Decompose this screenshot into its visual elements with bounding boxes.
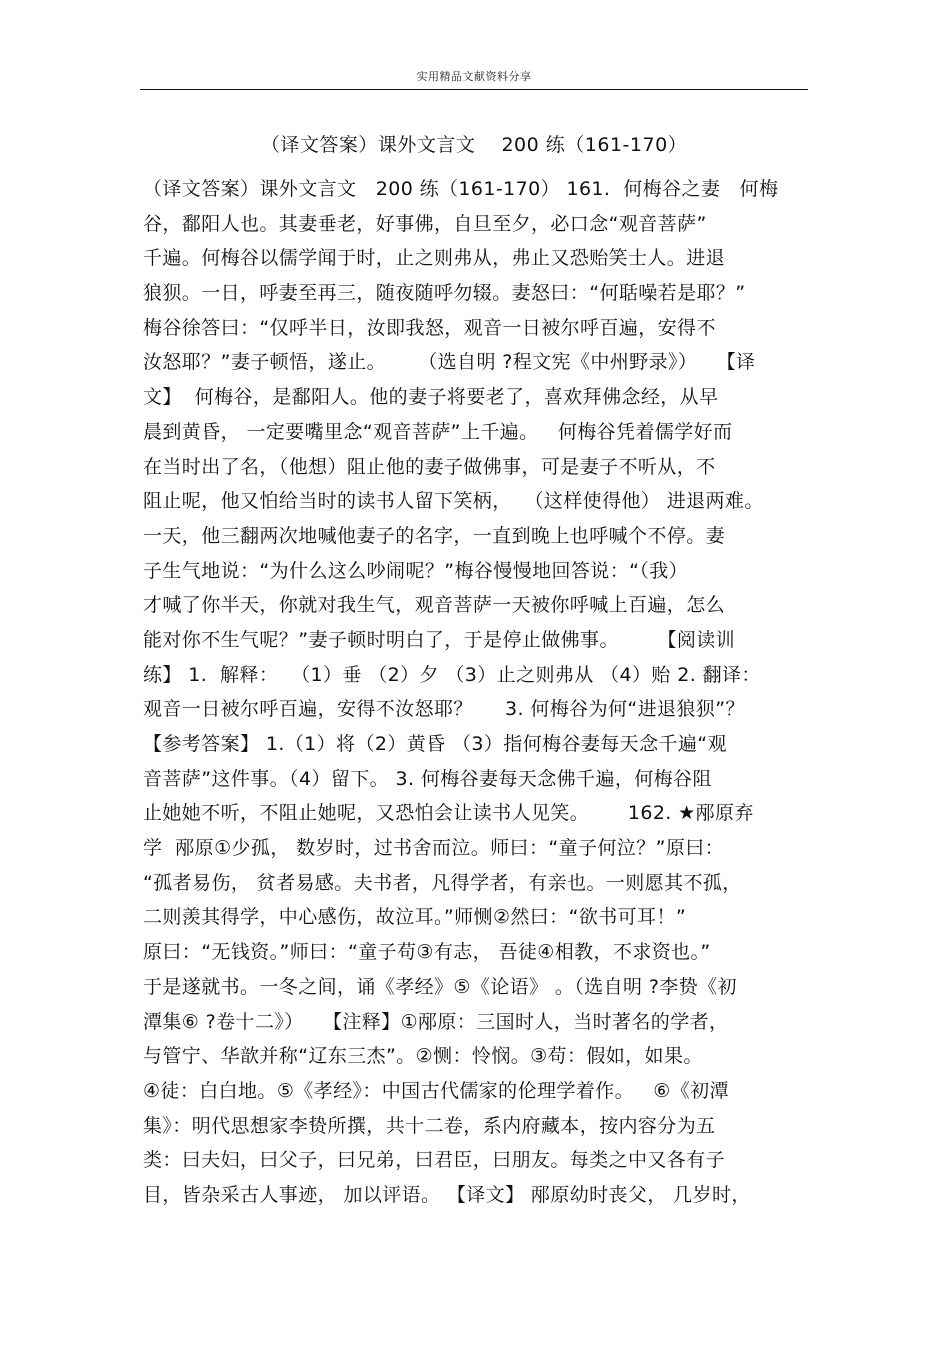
- body-line: 学 邴原①少孤， 数岁时，过书舍而泣。师曰：“童子何泣？”原曰：: [143, 837, 725, 860]
- body-line: 在当时出了名，（他想）阻止他的妻子做佛事，可是妻子不听从，不: [143, 455, 716, 478]
- body-line: 音菩萨”这件事。（4）留下。 3. 何梅谷妻每天念佛千遍，何梅谷阻: [143, 767, 712, 790]
- body-line: ④徒：白白地。⑤《孝经》：中国古代儒家的伦理学着作。 ⑥《初潭: [143, 1079, 729, 1102]
- body-line: （译文答案）课外文言文 200 练（161-170） 161. 何梅谷之妻 何梅: [143, 178, 779, 200]
- document-body: [143, 172, 815, 1213]
- body-line: 谷，鄱阳人也。其妻垂老，好事佛，自旦至夕，必口念“观音菩萨”: [143, 212, 707, 235]
- body-line: “孤者易伤， 贫者易感。夫书者，凡得学者，有亲也。一则愿其不孤，: [143, 871, 742, 894]
- body-line: 观音一日被尔呼百遍，安得不汝怒耶？ 3. 何梅谷为何“进退狼狈”？: [143, 698, 745, 721]
- body-line: 二则羡其得学，中心感伤，故泣耳。”师恻②然曰：“欲书可耳！”: [143, 906, 687, 929]
- body-line: 文】 何梅谷，是鄱阳人。他的妻子将要老了，喜欢拜佛念经，从早: [143, 386, 719, 409]
- body-line: 原曰：“无钱资。”师曰：“童子苟③有志， 吾徒④相教，不求资也。”: [143, 941, 711, 964]
- body-line: 止她她不听，不阻止她呢，又恐怕会让读书人见笑。 162. ★邴原弃: [143, 802, 754, 825]
- body-line: 梅谷徐答曰：“仅呼半日，汝即我怒，观音一日被尔呼百遍，安得不: [143, 316, 716, 339]
- body-line: 子生气地说：“为什么这么吵闹呢？”梅谷慢慢地回答说：“（我）: [143, 559, 689, 582]
- body-line: 与管宁、华歆并称“辽东三杰”。②恻：怜悯。③苟：假如，如果。: [143, 1045, 703, 1068]
- body-line: 类：曰夫妇，曰父子，曰兄弟，曰君臣，曰朋友。每类之中又各有子: [143, 1149, 726, 1172]
- body-line: 潭集⑥ ?卷十二》） 【注释】①邴原：三国时人，当时著名的学者，: [143, 1010, 729, 1033]
- body-line: 【参考答案】 1.（1）将（2）黄昏 （3）指何梅谷妻每天念千遍“观: [143, 733, 727, 755]
- body-line: 千遍。何梅谷以儒学闻于时，止之则弗从，弗止又恐贻笑士人。进退: [143, 247, 726, 270]
- body-line: 集》：明代思想家李贽所撰，共十二卷，系内府藏本，按内容分为五: [143, 1114, 716, 1137]
- body-line: 汝怒耶？”妻子顿悟，遂止。 （选自明 ?程文宪《中州野录》） 【译: [143, 351, 756, 374]
- body-line: 练】 1. 解释： （1）垂 （2）夕 （3）止之则弗从 （4）贻 2. 翻译：: [143, 663, 761, 686]
- body-line: 一天，他三翻两次地喊他妻子的名字，一直到晚上也呼喊个不停。妻: [143, 524, 726, 547]
- document-title: （译文答案）课外文言文 200 练（161-170）: [260, 134, 688, 156]
- body-line: 目，皆杂采古人事迹， 加以评语。 【译文】 邴原幼时丧父， 几岁时，: [143, 1183, 751, 1206]
- body-line: 才喊了你半天，你就对我生气，观音菩萨一天被你呼喊上百遍，怎么: [143, 594, 726, 617]
- body-line: 能对你不生气呢？”妻子顿时明白了，于是停止做佛事。 【阅读训: [143, 628, 736, 651]
- page-header: 实用精品文献资料分享: [416, 70, 532, 83]
- body-line: 晨到黄昏， 一定要嘴里念“观音菩萨”上千遍。 何梅谷凭着儒学好而: [143, 420, 733, 443]
- header-divider: [140, 89, 808, 90]
- body-line: 阻止呢，他又怕给当时的读书人留下笑柄， （这样使得他） 进退两难。: [143, 490, 764, 513]
- body-line: 于是遂就书。一冬之间，诵《孝经》⑤《论语》 。（选自明 ?李贽《初: [143, 975, 737, 998]
- body-line: 狼狈。一日，呼妻至再三，随夜随呼勿辍。妻怒曰：“何聒噪若是耶？”: [143, 282, 746, 305]
